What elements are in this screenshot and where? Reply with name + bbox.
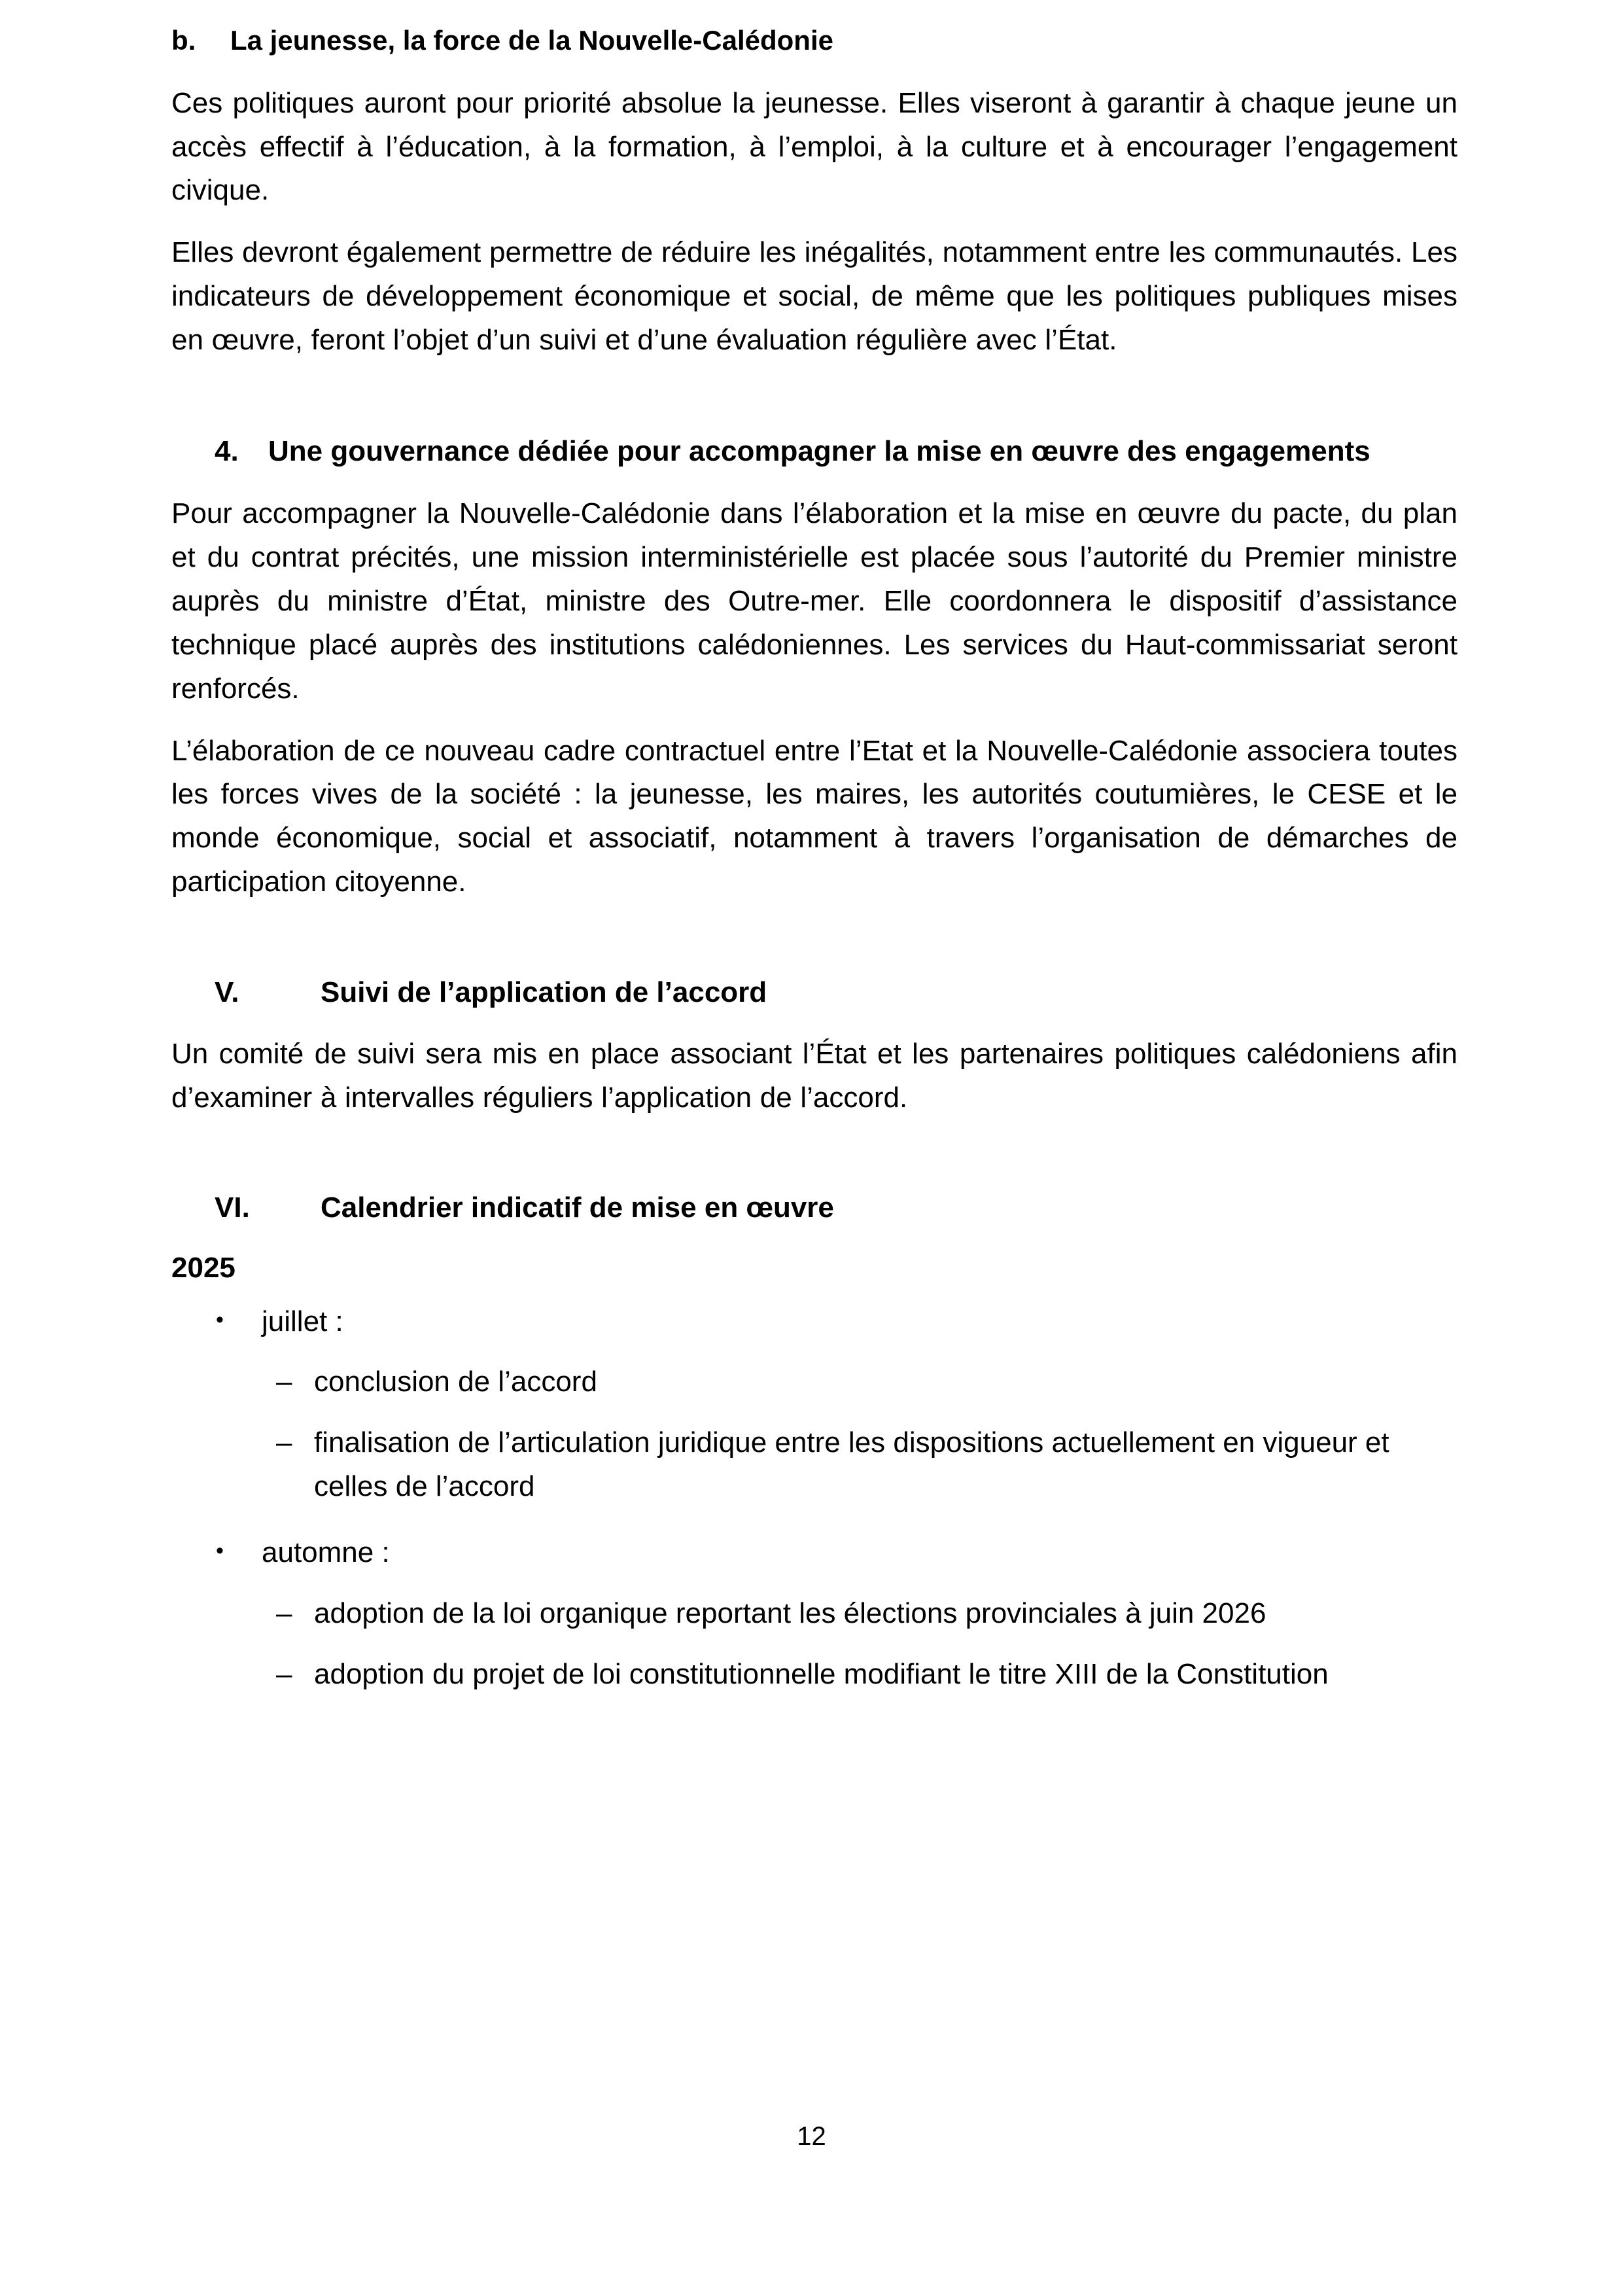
timeline-sub-text: conclusion de l’accord — [314, 1366, 597, 1398]
heading-section-V-title: Suivi de l’application de l’accord — [321, 976, 767, 1009]
timeline-bullet-label: automne : — [262, 1536, 390, 1569]
page-number: 12 — [797, 2122, 826, 2151]
timeline-sub-text: finalisation de l’articulation juridique entre les dispositions actuellement en vigueur et celles de l’accord — [314, 1426, 1389, 1503]
dash-bullet-icon: – — [276, 1366, 292, 1398]
list-item — [171, 1300, 1457, 1510]
paragraph-V-1: Un comité de suivi sera mis en place associant l’État et les partenaires politiques calédoniens afin d’examiner à intervalles réguliers l’application de l’accord. — [171, 1037, 1457, 1114]
bullet-dot-icon: • — [216, 1538, 224, 1564]
heading-subsection-b-title: La jeunesse, la force de la Nouvelle-Calédonie — [230, 25, 833, 56]
timeline-sub-text: adoption du projet de loi constitutionnelle modifiant le titre XIII de la Constitution — [314, 1657, 1329, 1690]
dash-bullet-icon: – — [276, 1597, 292, 1629]
heading-subsection-b-marker: b. — [171, 25, 196, 56]
list-item — [171, 1531, 1457, 1697]
timeline-year-2025: 2025 — [171, 1251, 236, 1284]
paragraph-4-1: Pour accompagner la Nouvelle-Calédonie dans l’élaboration et la mise en œuvre du pacte, du plan et du contrat précités, une mission interministérielle est placée sous l’autorité du Premier ministre auprès du ministre d’État, ministre des Outre-mer. Elle coordonnera le dispositif d’assistance technique placé auprès des institutions calédoniennes. Les services du Haut-commissariat seront renforcés. — [171, 497, 1457, 705]
timeline-sub-text: adoption de la loi organique reportant les élections provinciales à juin 2026 — [314, 1597, 1266, 1629]
page-content — [171, 0, 1457, 1697]
heading-section-VI-title: Calendrier indicatif de mise en œuvre — [321, 1192, 834, 1224]
bullet-dot-icon: • — [216, 1307, 224, 1332]
heading-section-V-marker: V. — [215, 976, 239, 1009]
list-item — [262, 1360, 1457, 1404]
top-spacer — [171, 0, 1457, 22]
paragraph-b-1: Ces politiques auront pour priorité absolue la jeunesse. Elles viseront à garantir à chaque jeune un accès effectif à l’éducation, à la formation, à l’emploi, à la culture et à encourager l’engagement civique. — [171, 86, 1457, 207]
timeline-bullet-list — [171, 1300, 1457, 1697]
heading-section-4-marker: 4. — [215, 434, 239, 467]
dash-bullet-icon: – — [276, 1657, 292, 1690]
timeline-bullet-label: juillet : — [262, 1305, 343, 1337]
heading-section-VI — [171, 1188, 1457, 1228]
spacer-before-section-VI — [171, 1138, 1457, 1188]
paragraph-b-2: Elles devront également permettre de réduire les inégalités, notamment entre les communautés. Les indicateurs de développement économique et social, de même que les politiques publiques mises en œuvre, feront l’objet d’un suivi et d’une évaluation régulière avec l’État. — [171, 236, 1457, 357]
heading-section-V — [171, 972, 1457, 1013]
timeline-sub-list — [262, 1360, 1457, 1509]
dash-bullet-icon: – — [276, 1426, 292, 1459]
list-item — [262, 1653, 1457, 1697]
spacer-before-section-V — [171, 923, 1457, 972]
heading-section-4-title: Une gouvernance dédiée pour accompagner la mise en œuvre des engagements — [268, 434, 1370, 467]
heading-subsection-b — [171, 22, 1457, 60]
spacer-before-section-4 — [171, 381, 1457, 431]
paragraph-4-2: L’élaboration de ce nouveau cadre contractuel entre l’Etat et la Nouvelle-Calédonie associera toutes les forces vives de la société : la jeunesse, les maires, les autorités coutumières, le CESE et le monde économique, social et associatif, notamment à travers l’organisation de démarches de participation citoyenne. — [171, 734, 1457, 898]
heading-section-VI-marker: VI. — [215, 1192, 250, 1224]
heading-section-4 — [171, 431, 1457, 472]
list-item — [262, 1421, 1457, 1509]
list-item — [262, 1592, 1457, 1636]
timeline-sub-list — [262, 1592, 1457, 1697]
